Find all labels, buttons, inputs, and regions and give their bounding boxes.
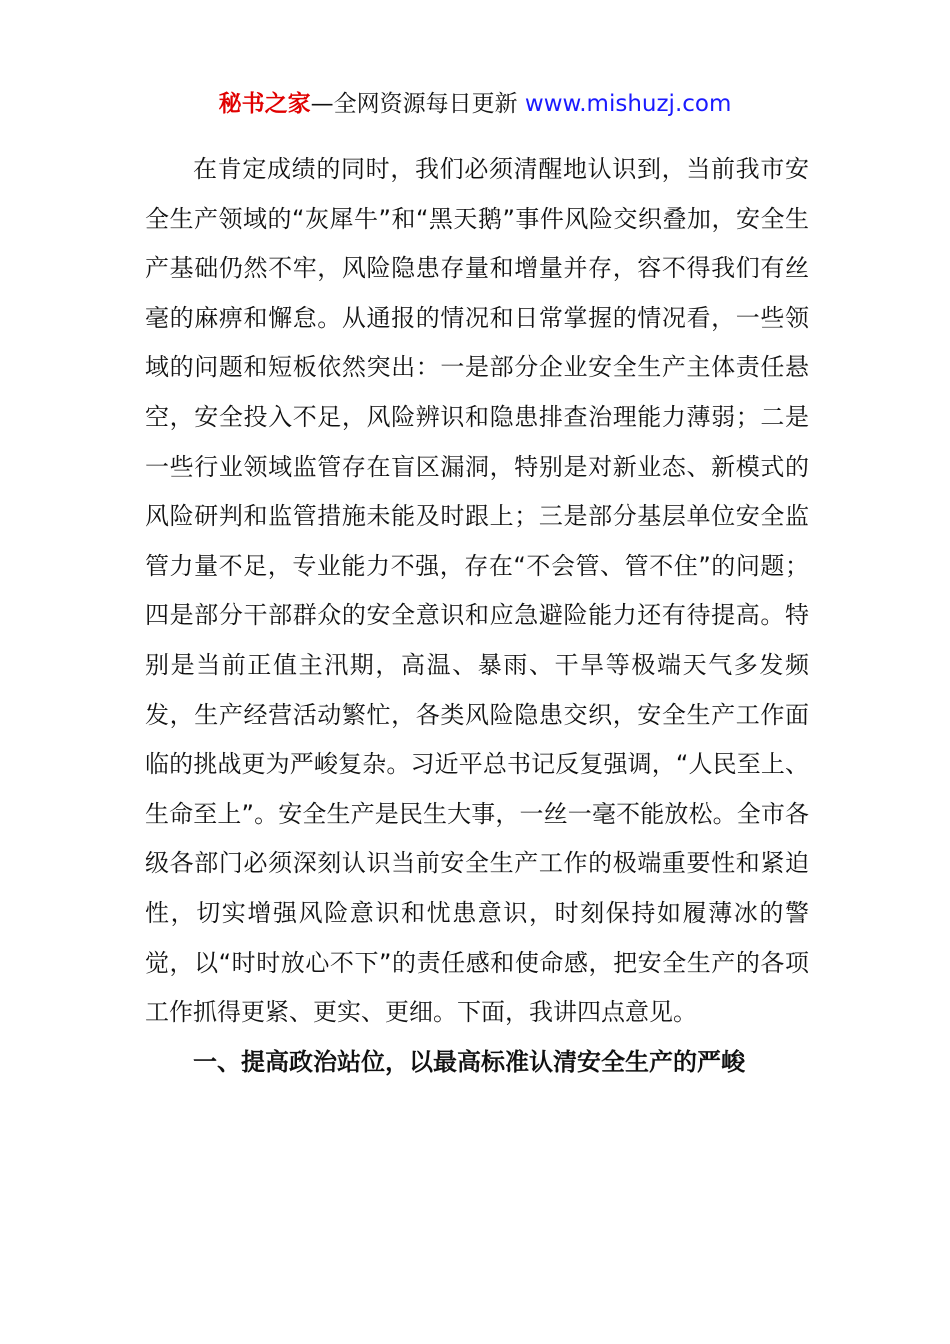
site-url[interactable]: www.mishuzj.com: [524, 91, 732, 117]
site-header: [0, 88, 950, 120]
document-body: [145, 145, 809, 1087]
body-paragraph: 在肯定成绩的同时，我们必须清醒地认识到，当前我市安全生产领域的“灰犀牛”和“黑天鹅”事件风险交织叠加，安全生产基础仍然不牢，风险隐患存量和增量并存，容不得我们有丝毫的麻痹和懈怠。从通报的情况和日常掌握的情况看，一些领域的问题和短板依然突出：一是部分企业安全生产主体责任悬空，安全投入不足，风险辨识和隐患排查治理能力薄弱；二是一些行业领域监管存在盲区漏洞，特别是对新业态、新模式的风险研判和监管措施未能及时跟上；三是部分基层单位安全监管力量不足，专业能力不强，存在“不会管、管不住”的问题；四是部分干部群众的安全意识和应急避险能力还有待提高。特别是当前正值主汛期，高温、暴雨、干旱等极端天气多发频发，生产经营活动繁忙，各类风险隐患交织，安全生产工作面临的挑战更为严峻复杂。习近平总书记反复强调，“人民至上、生命至上”。安全生产是民生大事，一丝一毫不能放松。全市各级各部门必须深刻认识当前安全生产工作的极端重要性和紧迫性，切实增强风险意识和忧患意识，时刻保持如履薄冰的警觉，以“时时放心不下”的责任感和使命感，把安全生产的各项工作抓得更紧、更实、更细。下面，我讲四点意见。: [145, 155, 809, 1027]
section-heading: 一、提高政治站位，以最高标准认清安全生产的严峻: [193, 1047, 745, 1076]
site-tagline: —全网资源每日更新: [310, 91, 518, 117]
site-brand: 秘书之家: [218, 91, 311, 117]
